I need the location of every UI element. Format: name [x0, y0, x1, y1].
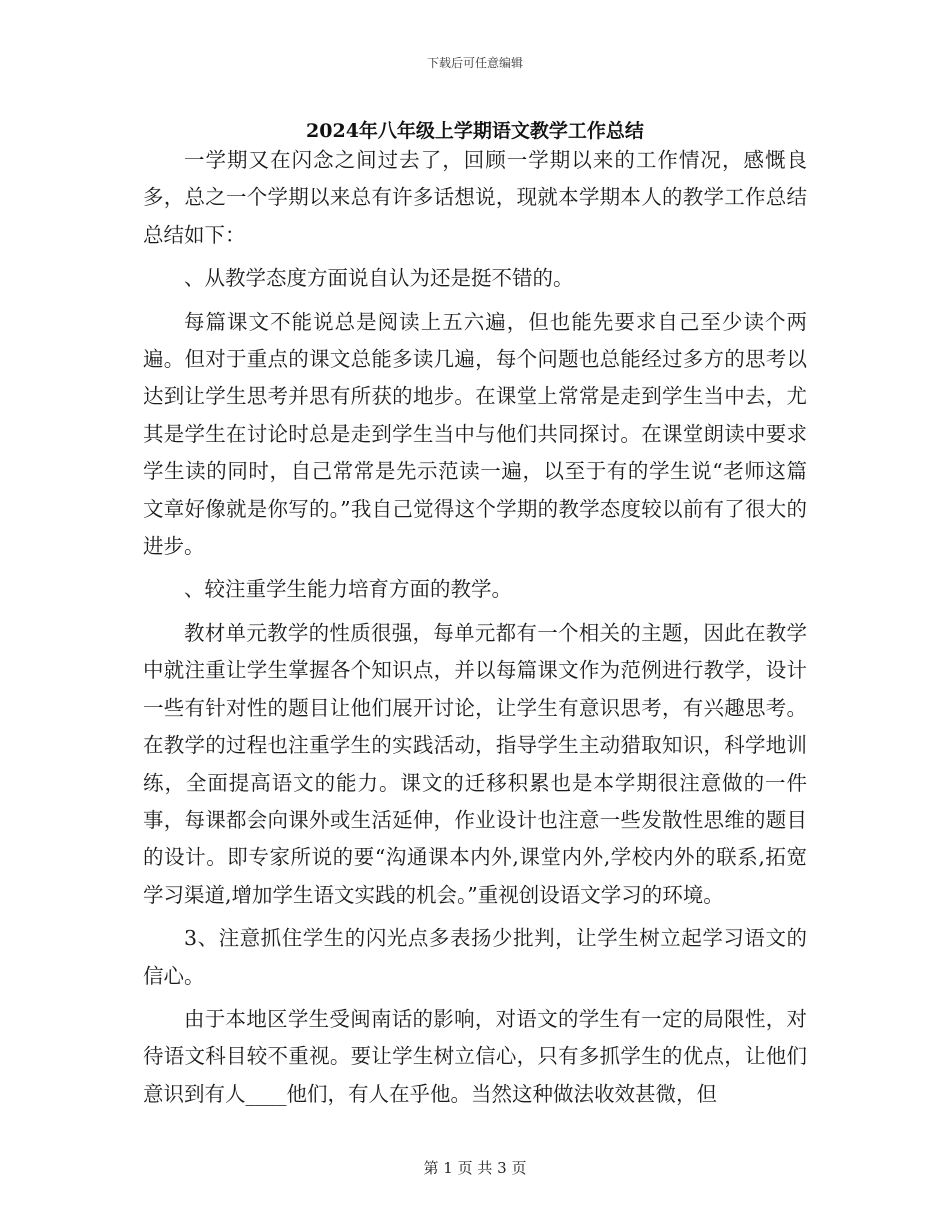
- section-heading-attitude: 、从教学态度方面说自认为还是挺不错的。: [184, 266, 574, 291]
- document-body: [143, 142, 807, 1113]
- paragraph-praise: 由于本地区学生受闽南话的影响，对语文的学生有一定的局限性，对待语文科目较不重视。要让学生树立信心，只有多抓学生的优点，让他们意识到有人____他们，有人在乎他。当然这种做法收效甚微，但: [143, 1006, 807, 1106]
- header-note: 下载后可任意编辑: [426, 56, 523, 70]
- document-title: 2024年八年级上学期语文教学工作总结: [306, 120, 644, 142]
- paragraph-attitude: 每篇课文不能说总是阅读上五六遍，但也能先要求自己至少读个两遍。但对于重点的课文总能多读几遍，每个问题也总能经过多方的思考以达到让学生思考并思有所获的地步。在课堂上常常是走到学生当中去，尤其是学生在讨论时总是走到学生当中与他们共同探讨。在课堂朗读中要求学生读的同时，自己常常是先示范读一遍，以至于有的学生说“老师这篇文章好像就是你写的。”我自己觉得这个学期的教学态度较以前有了很大的进步。: [143, 309, 807, 559]
- paragraph-intro: 一学期又在闪念之间过去了，回顾一学期以来的工作情况，感慨良多，总之一个学期以来总有许多话想说，现就本学期本人的教学工作总结总结如下：: [143, 148, 807, 247]
- section-heading-praise: 3、注意抓住学生的闪光点多表扬少批判，让学生树立起学习语文的信心。: [143, 926, 807, 988]
- page-number-footer: 第 1 页 共 3 页: [423, 1159, 527, 1177]
- section-heading-ability: 、较注重学生能力培育方面的教学。: [184, 577, 512, 602]
- paragraph-ability: 教材单元教学的性质很强，每单元都有一个相关的主题，因此在教学中就注重让学生掌握各个知识点，并以每篇课文作为范例进行教学，设计一些有针对性的题目让他们展开讨论，让学生有意识思考，有兴趣思考。在教学的过程也注重学生的实践活动，指导学生主动猎取知识，科学地训练，全面提高语文的能力。课文的迁移积累也是本学期很注意做的一件事，每课都会向课外或生活延伸，作业设计也注意一些发散性思维的题目的设计。即专家所说的要“沟通课本内外,课堂内外,学校内外的联系,拓宽学习渠道,增加学生语文实践的机会。”重视创设语文学习的环境。: [143, 620, 807, 907]
